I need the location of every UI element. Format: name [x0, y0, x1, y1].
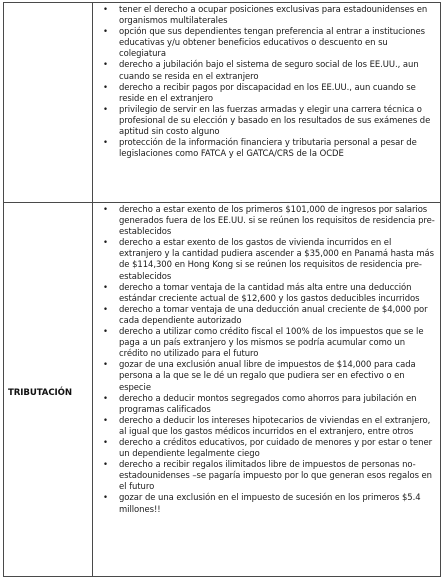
- bullet-icon: •: [103, 281, 108, 292]
- list-item-text: derecho a tomar ventaja de la cantidad más alta entre una deducción estándar creciente actual de $12,600 y los gastos deducibles incurridos: [119, 281, 420, 303]
- list-item: [93, 104, 436, 137]
- list-item-text: derecho a utilizar como crédito fiscal el 100% de los impuestos que se le paga a un país extranjero y los mismos se podría acumular como un crédito no utilizado para el futuro: [119, 326, 424, 359]
- bullet-icon: •: [103, 459, 108, 470]
- list-item-text: derecho a deducir montos segregados como ahorros para jubilación en programas calificados: [119, 392, 417, 414]
- list-item-text: derecho a créditos educativos, por cuidado de menores y por estar o tener un dependiente legalmente ciego: [119, 436, 433, 459]
- bullet-icon: •: [103, 103, 108, 114]
- list-item: [93, 359, 436, 392]
- bullet-icon: •: [103, 137, 108, 148]
- bullet-icon: •: [103, 59, 108, 70]
- list-item-text: derecho a jubilación bajo el sistema de seguro social de los EE.UU., aun cuando se resida en el extranjero: [119, 59, 419, 81]
- list-item-text: derecho a recibir pagos por discapacidad en los EE.UU., aun cuando se reside en el extranjero: [119, 81, 416, 103]
- bullet-icon: •: [103, 81, 108, 92]
- list-item: [93, 137, 436, 159]
- list-item: [93, 393, 436, 415]
- row-label-cell: [4, 3, 93, 203]
- list-item-text: tener el derecho a ocupar posiciones exclusivas para estadounidenses en organismos multilaterales: [119, 4, 428, 26]
- table-row: [4, 203, 441, 577]
- bullet-icon: •: [103, 4, 108, 14]
- list-item: [93, 437, 436, 459]
- bullet-icon: •: [103, 414, 108, 425]
- list-item: [93, 304, 436, 326]
- list-item: [93, 282, 436, 304]
- bullet-icon: •: [103, 237, 108, 248]
- list-item-text: derecho a deducir los intereses hipotecarios de viviendas en el extranjero, al igual que los gastos médicos incurridos en el extranjero, entre otros: [119, 414, 431, 436]
- document-page: [3, 2, 441, 577]
- section-label: TRIBUTACIÓN: [8, 388, 72, 398]
- bullet-icon: •: [103, 204, 108, 214]
- row-label-cell: [4, 203, 93, 577]
- bullet-list: [93, 4, 436, 159]
- list-item-text: protección de la información financiera y tributaria personal a pesar de legislaciones como FATCA y el GATCA/CRS de la OCDE: [119, 137, 417, 159]
- bullet-icon: •: [103, 303, 108, 314]
- list-item: [93, 237, 436, 281]
- list-item-text: opción que sus dependientes tengan preferencia al entrar a instituciones educativas y/u obtener beneficios educativos o descuento en su colegiatura: [119, 26, 425, 59]
- list-item-text: gozar de una exclusión en el impuesto de sucesión en los primeros $5.4 millones!!: [119, 492, 421, 514]
- bullet-icon: •: [103, 392, 108, 403]
- list-item-text: derecho a estar exento de los primeros $101,000 de ingresos por salarios generados fuera de los EE.UU. si se reúnen los requisitos de residencia pre-establecidos: [119, 204, 435, 237]
- benefits-table: [3, 2, 441, 577]
- list-item-text: privilegio de servir en las fuerzas armadas y elegir una carrera técnica o profesional de su elección y basado en los resultados de sus exámenes de aptitud sin costo alguno: [119, 103, 431, 137]
- table-row: [4, 3, 441, 203]
- list-item-text: derecho a recibir regalos ilimitados libre de impuestos de personas no-estadounidenses –se pagaría impuesto por lo que generan esos regalos en el futuro: [119, 459, 432, 492]
- bullet-icon: •: [103, 436, 108, 447]
- list-item: [93, 26, 436, 59]
- row-content-cell: [93, 3, 441, 203]
- list-item: [93, 4, 436, 26]
- list-item: [93, 415, 436, 437]
- bullet-icon: •: [103, 26, 108, 37]
- list-item-text: gozar de una exclusión anual libre de impuestos de $14,000 para cada persona a la que se le dé un regalo que pudiera ser en efectivo o en especie: [119, 359, 416, 392]
- bullet-icon: •: [103, 326, 108, 337]
- list-item-text: derecho a tomar ventaja de una deducción anual creciente de $4,000 por cada dependiente autorizado: [119, 303, 428, 325]
- list-item: [93, 492, 436, 514]
- list-item: [93, 204, 436, 237]
- list-item: [93, 459, 436, 492]
- row-content-cell: [93, 203, 441, 577]
- list-item: [93, 82, 436, 104]
- bullet-list: [93, 204, 436, 515]
- list-item: [93, 59, 436, 81]
- list-item: [93, 326, 436, 359]
- bullet-icon: •: [103, 492, 108, 503]
- list-item-text: derecho a estar exento de los gastos de vivienda incurridos en el extranjero y la cantidad pudiera ascender a $35,000 en Panamá hasta más de $114,300 en Hong Kong si se reúnen los requisitos de residencia pre-establecidos: [119, 237, 435, 281]
- bullet-icon: •: [103, 359, 108, 370]
